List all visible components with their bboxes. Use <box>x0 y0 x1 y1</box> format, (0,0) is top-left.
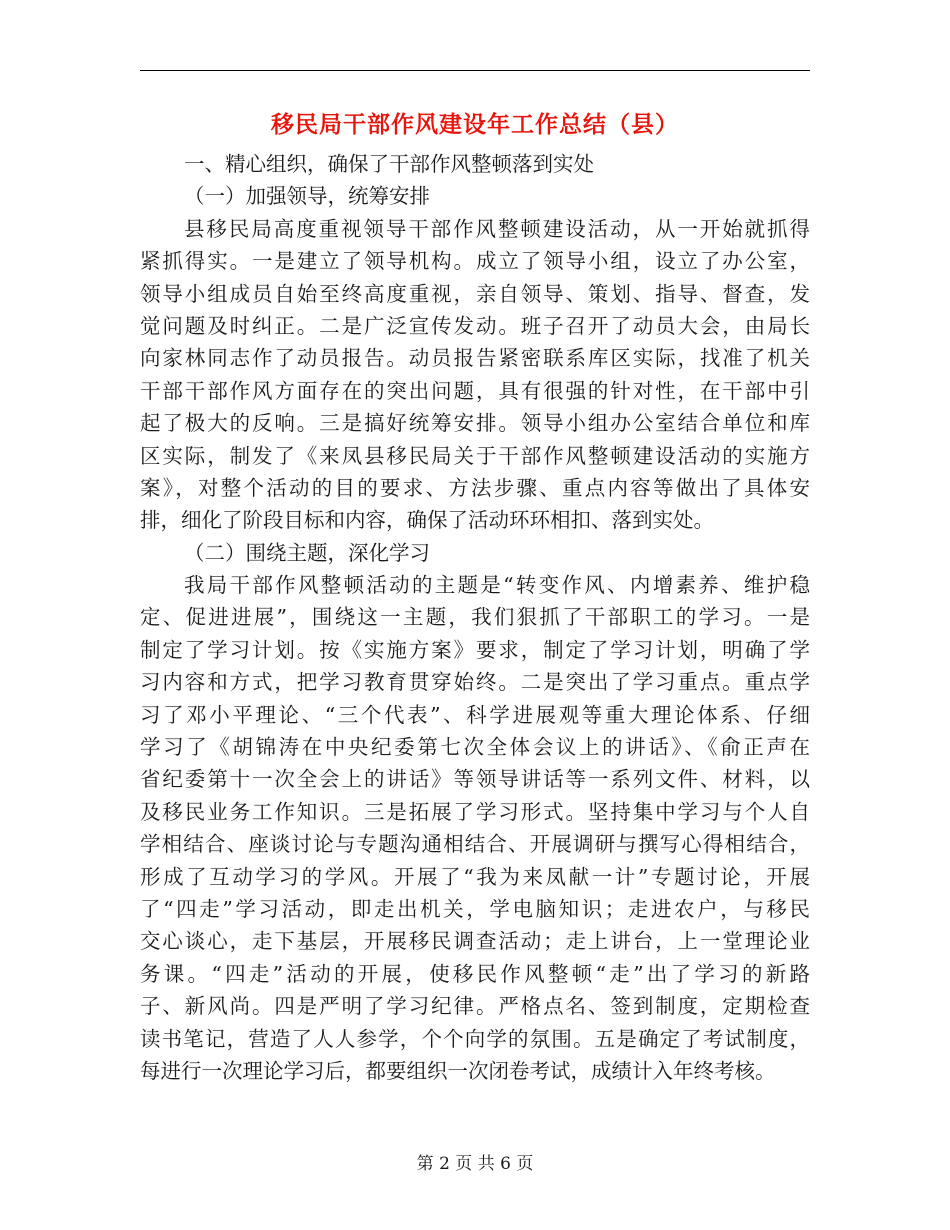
text-line: 子、新风尚。四是严明了学习纪律。严格点名、签到制度，定期检查 <box>140 994 810 1019</box>
text-line: 我局干部作风整顿活动的主题是“转变作风、内增素养、维护稳 <box>184 573 810 598</box>
text-line: 领导小组成员自始至终高度重视，亲自领导、策划、指导、督查，发 <box>140 281 810 306</box>
text-line: 及移民业务工作知识。三是拓展了学习形式。坚持集中学习与个人自 <box>140 799 810 824</box>
text-line: 觉问题及时纠正。二是广泛宣传发动。班子召开了动员大会，由局长 <box>140 313 810 338</box>
text-line: 区实际，制发了《来凤县移民局关于干部作风整顿建设活动的实施方 <box>140 443 810 468</box>
text-line: 学相结合、座谈讨论与专题沟通相结合、开展调研与撰写心得相结合， <box>140 832 810 857</box>
text-line: 交心谈心，走下基层，开展移民调查活动；走上讲台，上一堂理论业 <box>140 929 810 954</box>
text-line: 向家林同志作了动员报告。动员报告紧密联系库区实际，找准了机关 <box>140 346 810 371</box>
text-line: 习了邓小平理论、“三个代表”、科学进展观等重大理论体系、仔细 <box>140 702 810 727</box>
text-line: 读书笔记，营造了人人参学，个个向学的氛围。五是确定了考试制度， <box>140 1026 810 1051</box>
text-line: 学习了《胡锦涛在中央纪委第七次全体会议上的讲话》、《俞正声在 <box>140 735 810 760</box>
text-line: 一、精心组织，确保了干部作风整顿落到实处 <box>184 152 594 176</box>
text-line: 定、促进进展”，围绕这一主题，我们狠抓了干部职工的学习。一是 <box>140 605 810 630</box>
text-line: 了“四走”学习活动，即走出机关，学电脑知识；走进农户，与移民 <box>140 896 810 921</box>
text-line: 排，细化了阶段目标和内容，确保了活动环环相扣、落到实处。 <box>140 508 714 533</box>
text-line: 省纪委第十一次全会上的讲话》等领导讲话等一系列文件、材料，以 <box>140 767 810 792</box>
text-line: 县移民局高度重视领导干部作风整顿建设活动，从一开始就抓得 <box>184 216 810 241</box>
text-line: 案》，对整个活动的目的要求、方法步骤、重点内容等做出了具体安 <box>140 475 810 500</box>
text-line: 紧抓得实。一是建立了领导机构。成立了领导小组，设立了办公室， <box>140 249 810 274</box>
page-number: 第 2 页 共 6 页 <box>416 1154 534 1174</box>
document-body <box>140 148 810 1087</box>
text-line: （一）加强领导，统筹安排 <box>184 184 430 209</box>
header-rule <box>140 70 810 71</box>
text-line: 干部干部作风方面存在的突出问题，具有很强的针对性，在干部中引 <box>140 378 810 403</box>
text-line: 制定了学习计划。按《实施方案》要求，制定了学习计划，明确了学 <box>140 637 810 662</box>
text-line: 形成了互动学习的学风。开展了“我为来凤献一计”专题讨论，开展 <box>140 864 810 889</box>
text-line: 习内容和方式，把学习教育贯穿始终。二是突出了学习重点。重点学 <box>140 670 810 695</box>
text-line: （二）围绕主题，深化学习 <box>184 540 430 565</box>
text-line: 每进行一次理论学习后，都要组织一次闭卷考试，成绩计入年终考核。 <box>140 1058 776 1083</box>
text-line: 起了极大的反响。三是搞好统筹安排。领导小组办公室结合单位和库 <box>140 411 810 436</box>
document-title: 移民局干部作风建设年工作总结（县） <box>271 111 679 138</box>
text-line: 务课。“四走”活动的开展，使移民作风整顿“走”出了学习的新路 <box>140 961 810 986</box>
